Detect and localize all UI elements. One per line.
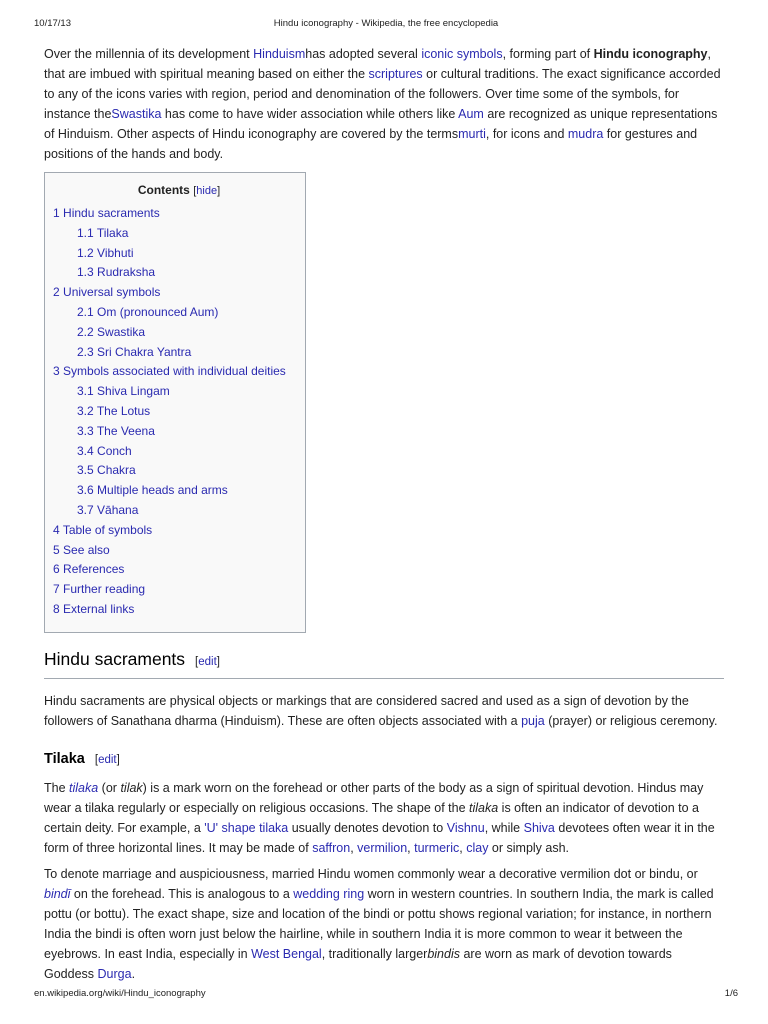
bracket: ] (217, 185, 221, 197)
toc-item[interactable] (53, 362, 305, 382)
toc-num: 2 (53, 285, 60, 300)
toc-label: Universal symbols (63, 285, 161, 300)
link-wedding-ring[interactable]: wedding ring (293, 886, 365, 901)
toc-hide-link[interactable]: hide (196, 185, 218, 197)
toc-label: References (63, 562, 125, 577)
bracket: [ (193, 185, 197, 197)
toc-label: The Lotus (96, 403, 151, 418)
toc-label: Rudraksha (97, 265, 156, 280)
section-heading-hindu-sacraments (44, 647, 724, 679)
para-text: , traditionally larger (321, 946, 428, 961)
table-of-contents (44, 172, 306, 633)
para-text: are worn as mark of devotion towards Goddess (44, 946, 672, 981)
toc-item[interactable] (53, 580, 305, 600)
toc-link[interactable] (77, 345, 191, 359)
para-text: Hindu sacraments are physical objects or markings that are considered sacred and used as a sign of devotion by the followers of Sanathana dharma (Hinduism). These are often objects associated with a (44, 693, 689, 728)
para-text: usually denotes devotion to (288, 820, 447, 835)
bracket: ] (116, 753, 120, 766)
link-turmeric[interactable]: turmeric (414, 840, 460, 855)
edit-section (95, 754, 120, 766)
toc-link[interactable] (53, 523, 152, 537)
para-text: To denote marriage and auspiciousness, married Hindu women commonly wear a decorative vermilion dot or bindu, or (44, 866, 698, 881)
intro-text: has adopted several (305, 47, 422, 61)
toc-label: Swastika (97, 324, 146, 339)
toc-link[interactable] (53, 543, 110, 557)
intro-text: or cultural traditions. The exact significance accorded to any of the icons varies with region, period and denomination of the followers. Over time some of the symbols, for instance the (44, 67, 721, 121)
toc-num: 2.3 (77, 344, 94, 359)
link-puja[interactable]: puja (521, 713, 545, 728)
toc-link[interactable] (77, 384, 170, 398)
toc-label: See also (63, 542, 110, 557)
para-text: (or (98, 780, 121, 795)
toc-item[interactable] (53, 224, 305, 244)
para-text: on the forehead. This is analogous to a (70, 886, 294, 901)
toc-num: 1.1 (77, 225, 94, 240)
link-u-shape-tilaka[interactable]: 'U' shape tilaka (204, 820, 289, 835)
print-date: 10/17/13 (34, 18, 71, 29)
para-text: , (350, 840, 358, 855)
edit-section (195, 656, 220, 668)
toc-link[interactable] (77, 483, 228, 497)
link-mudra[interactable]: mudra (567, 127, 604, 141)
link-hinduism[interactable]: Hinduism (253, 47, 306, 61)
link-murti[interactable]: murti (458, 127, 486, 141)
subsection-heading-tilaka (44, 749, 724, 770)
para-text: . (131, 966, 136, 981)
toc-item[interactable] (53, 204, 305, 224)
toc-list (53, 204, 305, 620)
toc-num: 5 (53, 542, 60, 557)
toc-label: Sri Chakra Yantra (97, 344, 192, 359)
toc-num: 3.4 (77, 443, 94, 458)
toc-item[interactable] (53, 560, 305, 580)
toc-label: The Veena (96, 423, 155, 438)
toc-label: Vibhuti (97, 245, 134, 260)
toc-num: 8 (53, 601, 60, 616)
heading-text: Hindu sacraments (44, 648, 186, 669)
para-text: , (407, 840, 415, 855)
link-iconic-symbols[interactable]: iconic symbols (421, 47, 503, 61)
toc-item[interactable] (53, 541, 305, 561)
link-swastika[interactable]: Swastika (111, 107, 162, 121)
print-title: Hindu iconography - Wikipedia, the free encyclopedia (273, 18, 499, 29)
link-durga[interactable]: Durga (97, 966, 132, 981)
para-text: , while (484, 820, 524, 835)
toc-num: 2.2 (77, 324, 94, 339)
print-page-number: 1/6 (724, 988, 738, 999)
link-saffron[interactable]: saffron (312, 840, 351, 855)
toc-item[interactable] (53, 402, 305, 422)
link-aum[interactable]: Aum (458, 107, 484, 121)
tilaka-paragraph-1 (44, 778, 724, 858)
intro-text: , that are imbued with spiritual meaning based on either the (44, 47, 711, 81)
intro-text: has come to have wider association while others like (161, 107, 459, 121)
intro-text: , forming part of (502, 47, 594, 61)
toc-title (53, 181, 305, 200)
edit-link-sacraments[interactable]: edit (198, 655, 217, 668)
intro-paragraph (44, 44, 724, 164)
toc-label: Om (pronounced Aum) (97, 304, 219, 319)
italic-term: tilaka (469, 800, 499, 815)
toc-item[interactable] (53, 600, 305, 620)
toc-item[interactable] (53, 263, 305, 283)
toc-label: Symbols associated with individual deities (63, 364, 286, 379)
toc-link[interactable] (53, 602, 134, 616)
toc-item[interactable] (53, 382, 305, 402)
toc-link[interactable] (77, 226, 128, 240)
sacraments-paragraph (44, 691, 724, 731)
toc-item[interactable] (53, 461, 305, 481)
bold-hindu-iconography: Hindu iconography (593, 47, 708, 61)
toc-item[interactable] (53, 501, 305, 521)
toc-num: 7 (53, 582, 60, 597)
toc-link[interactable] (77, 463, 136, 477)
toc-label: Multiple heads and arms (97, 483, 228, 498)
toc-link[interactable] (53, 582, 145, 596)
toc-item[interactable] (53, 442, 305, 462)
para-text: , (459, 840, 467, 855)
toc-link[interactable] (77, 325, 145, 339)
toc-label: Further reading (63, 582, 146, 597)
toc-num: 3.7 (77, 502, 94, 517)
toc-num: 3.6 (77, 483, 94, 498)
toc-item[interactable] (53, 422, 305, 442)
toc-link[interactable] (53, 364, 286, 378)
toc-item[interactable] (53, 244, 305, 264)
toc-link[interactable] (77, 246, 134, 260)
intro-text: for gestures and positions of the hands and body. (44, 127, 698, 161)
toc-num: 1.3 (77, 265, 94, 280)
article-content (44, 44, 724, 984)
toc-item[interactable] (53, 481, 305, 501)
toc-num: 1 (53, 206, 60, 220)
toc-link[interactable] (77, 404, 150, 418)
print-footer (34, 988, 738, 1002)
edit-link-tilaka[interactable]: edit (98, 753, 117, 766)
toc-num: 3.2 (77, 403, 94, 418)
toc-label: Shiva Lingam (97, 384, 170, 399)
toc-link[interactable] (77, 444, 132, 458)
link-tilaka[interactable]: tilaka (69, 780, 99, 795)
toc-item[interactable] (53, 283, 305, 303)
bracket: [ (94, 753, 99, 766)
intro-text: Over the millennia of its development (44, 47, 254, 61)
tilaka-paragraph-2 (44, 864, 724, 984)
para-text: is often an indicator of devotion to a certain deity. For example, a (44, 800, 700, 835)
link-bindi[interactable]: bindī (44, 886, 71, 901)
para-text: (prayer) or religious ceremony. (544, 713, 718, 728)
toc-label: Hindu sacraments (63, 206, 160, 220)
toc-label: Conch (97, 443, 132, 458)
print-header (34, 18, 738, 32)
toc-num: 2.1 (77, 304, 94, 319)
link-west-bengal[interactable]: West Bengal (251, 946, 322, 961)
toc-num: 3.1 (77, 384, 94, 399)
toc-item[interactable] (53, 343, 305, 363)
link-clay[interactable]: clay (466, 840, 489, 855)
toc-label: Tilaka (96, 225, 129, 240)
print-url: en.wikipedia.org/wiki/Hindu_iconography (34, 988, 206, 999)
toc-link[interactable] (77, 265, 155, 279)
toc-link[interactable] (53, 285, 160, 299)
bracket: [ (195, 655, 199, 668)
para-text: The (44, 780, 70, 795)
toc-num: 6 (53, 562, 60, 577)
toc-link[interactable] (77, 305, 218, 319)
intro-text: are recognized as unique representations of Hinduism. Other aspects of Hindu iconography are covered by the terms (44, 107, 718, 141)
para-text: worn in western countries. In southern India, the mark is called pottu (or bottu). The exact shape, size and location of the bindi or pottu shows regional variation; for instance, in northern India the bindi is often worn just below the hairline, while in southern India it is more common to wear it between the eyebrows. In east India, especially in (44, 886, 714, 961)
para-text: or simply ash. (488, 840, 570, 855)
toc-link[interactable] (53, 206, 160, 220)
toc-hide-toggle (193, 185, 220, 197)
toc-item[interactable] (53, 521, 305, 541)
toc-heading: Contents (137, 183, 190, 197)
intro-text: , for icons and (485, 127, 568, 141)
link-scriptures[interactable]: scriptures (368, 67, 423, 81)
link-vishnu[interactable]: Vishnu (446, 820, 485, 835)
toc-num: 4 (53, 522, 60, 537)
para-text: ) is a mark worn on the forehead or other parts of the body as a sign of spiritual devotion. Hindus may wear a tilaka regularly or especially on religious occasions. The shape of the (44, 780, 704, 815)
toc-link[interactable] (77, 424, 155, 438)
para-text: devotees often wear it in the form of three horizontal lines. It may be made of (44, 820, 715, 855)
toc-link[interactable] (53, 562, 124, 576)
toc-num: 1.2 (77, 245, 94, 260)
toc-item[interactable] (53, 303, 305, 323)
toc-label: Table of symbols (62, 522, 153, 537)
toc-num: 3 (53, 364, 60, 379)
link-shiva[interactable]: Shiva (523, 820, 555, 835)
italic-term: tilak (120, 780, 143, 795)
toc-num: 3.3 (77, 423, 94, 438)
italic-term: bindis (427, 946, 460, 961)
toc-label: External links (63, 601, 135, 616)
heading-text: Tilaka (44, 750, 85, 767)
toc-label: Vāhana (97, 502, 139, 517)
bracket: ] (216, 655, 220, 668)
toc-num: 3.5 (77, 463, 94, 478)
toc-item[interactable] (53, 323, 305, 343)
toc-label: Chakra (97, 463, 136, 478)
link-vermilion[interactable]: vermilion (357, 840, 408, 855)
toc-link[interactable] (77, 503, 138, 517)
